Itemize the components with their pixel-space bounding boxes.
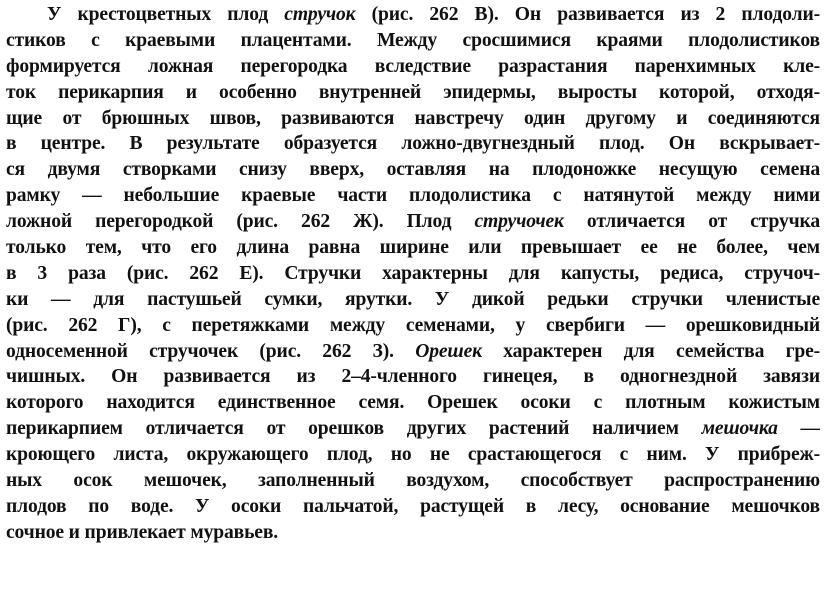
text-segment: ложной перегородкой (рис. 262 Ж). Плод	[6, 211, 475, 233]
text-segment: (рис. 262 В). Он развивается из 2 плодоли-	[355, 4, 820, 25]
text-line	[6, 287, 820, 313]
text-segment: кроющего листа, окружающего плод, но не срастающегося с ним. У прибреж-	[6, 444, 820, 466]
text-segment: в 3 раза (рис. 262 Е). Стручки характерны для капусты, редиса, стручоч-	[6, 262, 820, 284]
text-line	[6, 28, 820, 54]
text-line	[6, 131, 820, 157]
text-line	[6, 183, 820, 209]
text-line	[6, 54, 820, 80]
text-segment: формируется ложная перегородка вследствие разрастания паренхимных кле-	[6, 55, 820, 77]
text-segment: ток перикарпия и особенно внутренней эпидермы, выросты которой, отходя-	[6, 81, 820, 103]
text-line	[6, 235, 820, 261]
text-segment: (рис. 262 Г), с перетяжками между семенами, у свербиги — орешковидный	[6, 314, 820, 336]
text-line	[6, 106, 820, 132]
text-line	[6, 494, 820, 520]
text-line	[6, 209, 820, 235]
text-line	[6, 339, 820, 365]
text-line	[6, 520, 820, 546]
text-line	[6, 261, 820, 287]
text-segment: плодов по воде. У осоки пальчатой, растущей в лесу, основание мешочков	[6, 495, 820, 517]
text-segment: в центре. В результате образуется ложно-двугнездный плод. Он вскрывает-	[6, 133, 820, 155]
text-segment: стиков с краевыми плацентами. Между сросшимися краями плодолистиков	[6, 29, 820, 51]
text-segment: щие от брюшных швов, развиваются навстречу один другому и соединяются	[6, 107, 820, 129]
text-line	[6, 442, 820, 468]
text-segment: отличается от стручка	[563, 211, 820, 233]
italic-term: стручочек	[474, 211, 564, 233]
text-segment: рамку — небольшие краевые части плодолистика с натянутой между ними	[6, 185, 820, 207]
text-line	[6, 313, 820, 339]
text-segment: перикарпием отличается от орешков других растений наличием	[6, 418, 702, 440]
text-line	[6, 364, 820, 390]
text-line	[6, 157, 820, 183]
text-segment: характерен для семейства гре-	[481, 340, 820, 362]
text-segment: —	[777, 418, 820, 440]
text-segment: односеменной стручочек (рис. 262 З).	[6, 340, 416, 362]
text-segment: ся двумя створками снизу вверх, оставляя на плодоножке несущую семена	[6, 159, 820, 181]
text-line	[6, 2, 820, 28]
text-segment: чишных. Он развивается из 2–4-членного гинецея, в одногнездной завязи	[6, 366, 820, 388]
text-segment: которого находится единственное семя. Орешек осоки с плотным кожистым	[6, 392, 820, 414]
text-segment: ки — для пастушьей сумки, ярутки. У дикой редьки стручки членистые	[6, 288, 820, 310]
text-line	[6, 468, 820, 494]
italic-term: Орешек	[415, 340, 482, 362]
italic-term: мешочка	[701, 418, 778, 440]
body-paragraph	[6, 2, 820, 546]
text-line	[6, 390, 820, 416]
text-line	[6, 416, 820, 442]
text-segment: У крестоцветных плод	[47, 4, 285, 25]
text-segment: только тем, что его длина равна ширине или превышает ее не более, чем	[6, 237, 820, 259]
text-segment: ных осок мешочек, заполненный воздухом, способствует распространению	[6, 470, 820, 492]
italic-term: стручок	[284, 4, 356, 25]
text-line	[6, 80, 820, 106]
text-segment: сочное и привлекает муравьев.	[6, 521, 279, 543]
